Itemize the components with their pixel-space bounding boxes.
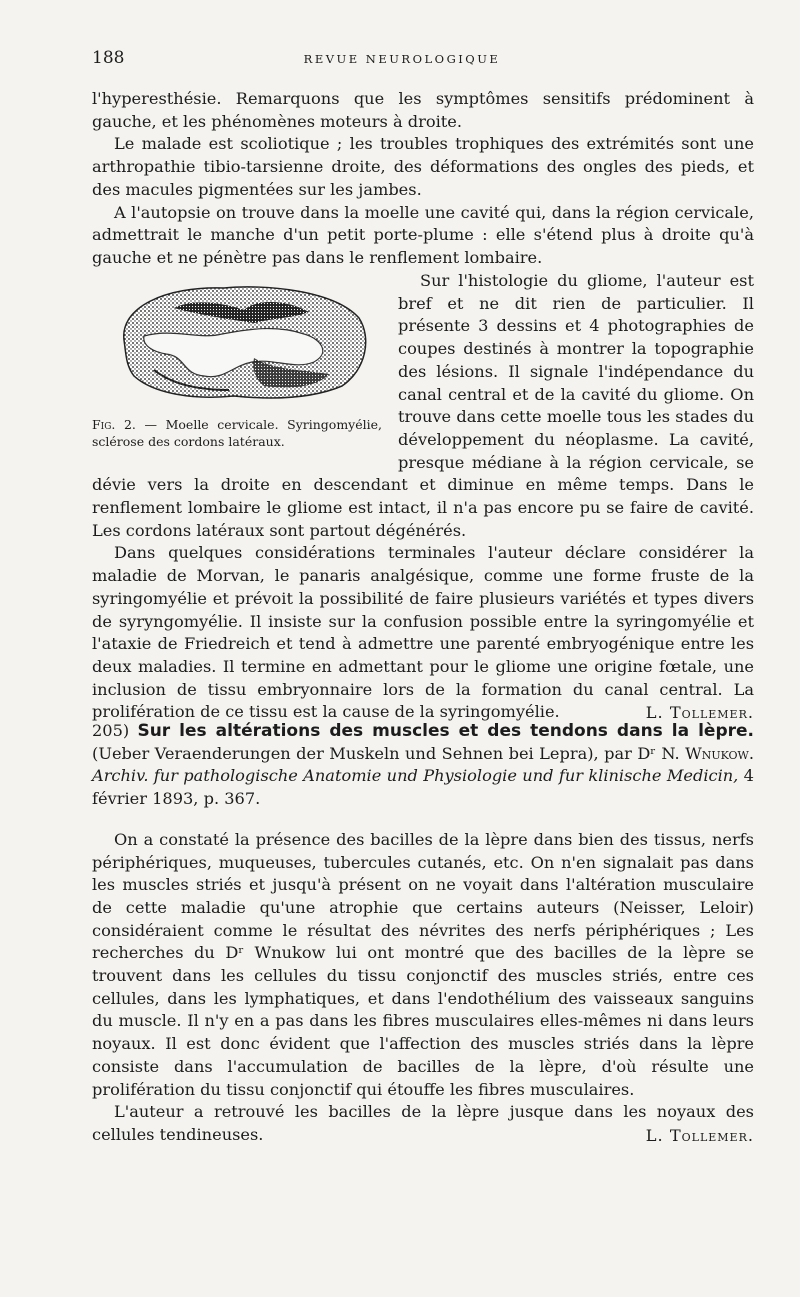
article-author: Wnukow. xyxy=(685,743,754,763)
page-number: 188 xyxy=(92,48,125,68)
paragraph: L'auteur a retrouvé les bacilles de la lèpre jusque dans les noyaux des cellules tendineuses. xyxy=(92,1102,754,1144)
paragraph: Dans quelques considérations terminales l'auteur déclare considérer la maladie de Morvan, le panaris analgésique, comme une forme fruste de la syringomyélie et prévoit la possibilité de faire plusieurs variétés et types divers de syryngomyélie. Il insiste sur la confusion possible entre la syringomyélie et l'ataxie de Friedreich et tend à admettre une parenté embryogénique entre les deux maladies. Il termine en admettant pour le gliome une origine fœtale, une inclusion de tissu embryonnaire lors de la formation du canal central. La prolifération de ce tissu est la cause de la syringomyélie. xyxy=(92,543,754,722)
paragraph: l'hyperesthésie. Remarquons que les symptômes sensitifs prédominent à gauche, et les phénomènes moteurs à droite. xyxy=(92,89,754,131)
signature: L. Tollemer. xyxy=(645,703,754,723)
paragraph: Le malade est scoliotique ; les troubles trophiques des extrémités sont une arthropathie tibio-tarsienne droite, des déformations des ongles des pieds, et des macules pigmentées sur les jambes. xyxy=(92,134,754,199)
figure-label: Fig. 2. — xyxy=(92,417,157,432)
paragraph: Sur l'histologie du gliome, l'auteur est bref et ne dit rien de particulier. Il présente 3 dessins et 4 photographies de coupes destinés à montrer la topographie des lésions. Il signale l'indépendance du canal central et de la cavité du gliome. On trouve dans cette moelle tous les stades du développement du néoplasme. La cavité, presque médiane à la région cervicale, se dévie vers la droite en descendant et diminue en même temps. Dans le renflement lombaire le gliome est intact, il n'a pas encore pu se faire de cavité. Les cordons latéraux sont partout dégénérés. xyxy=(92,271,754,540)
paragraph: On a constaté la présence des bacilles de la lèpre dans bien des tissus, nerfs périphériques, muqueuses, tubercules cutanés, etc. On n'en signalait pas dans les muscles striés et jusqu'à présent on ne voyait dans l'altération musculaire de cette maladie qu'une atrophie que certains auteurs (Neisser, Leloir) considéraient comme le résultat des névrites des nerfs périphériques ; Les recherches du Dʳ Wnukow lui ont montré que des bacilles de la lèpre se trouvent dans les cellules du tissu conjonctif des muscles striés, entre ces cellules, dans les lymphatiques, et dans l'endothélium des vaisseaux sanguins du muscle. Il n'y en a pas dans les fibres musculaires elles-mêmes ni dans leurs noyaux. Il est donc évident que l'affection des muscles striés dans la lèpre consiste dans l'accumulation de bacilles de la lèpre, d'où résulte une prolifération du tissu conjonctif qui étouffe les fibres musculaires. xyxy=(92,829,754,1099)
article-source: (Ueber Veraenderungen der Muskeln und Sehnen bei Lepra), par Dʳ N. xyxy=(92,743,686,763)
article-number: 205) xyxy=(92,721,130,740)
article-journal: Archiv. fur pathologische Anatomie und Physiologie und fur klinische Medicin, xyxy=(92,766,739,786)
signature: L. Tollemer. xyxy=(645,1125,754,1145)
article-205 xyxy=(92,720,754,1147)
running-header xyxy=(92,48,712,70)
article-heading xyxy=(92,720,754,811)
figure-2 xyxy=(92,270,382,468)
article-title: Sur les altérations des muscles et des tendons dans la lèpre. xyxy=(137,721,754,741)
figure-caption-text: Moelle cervicale. Syringomyélie, sclérose des cordons latéraux. xyxy=(92,417,382,449)
figure-wrap-block xyxy=(92,270,754,725)
article-date: 4 février 1893, p. 367. xyxy=(92,766,754,809)
paragraph: A l'autopsie on trouve dans la moelle une cavité qui, dans la région cervicale, admettrait le manche d'un petit porte-plume : elle s'étend plus à droite qu'à gauche et ne pénètre pas dans le renflement lombaire. xyxy=(92,202,754,267)
running-title: REVUE NEUROLOGIQUE xyxy=(303,52,501,66)
top-text-block xyxy=(92,88,754,270)
figure-caption xyxy=(92,416,382,450)
spinal-cord-section-illustration xyxy=(104,278,374,406)
